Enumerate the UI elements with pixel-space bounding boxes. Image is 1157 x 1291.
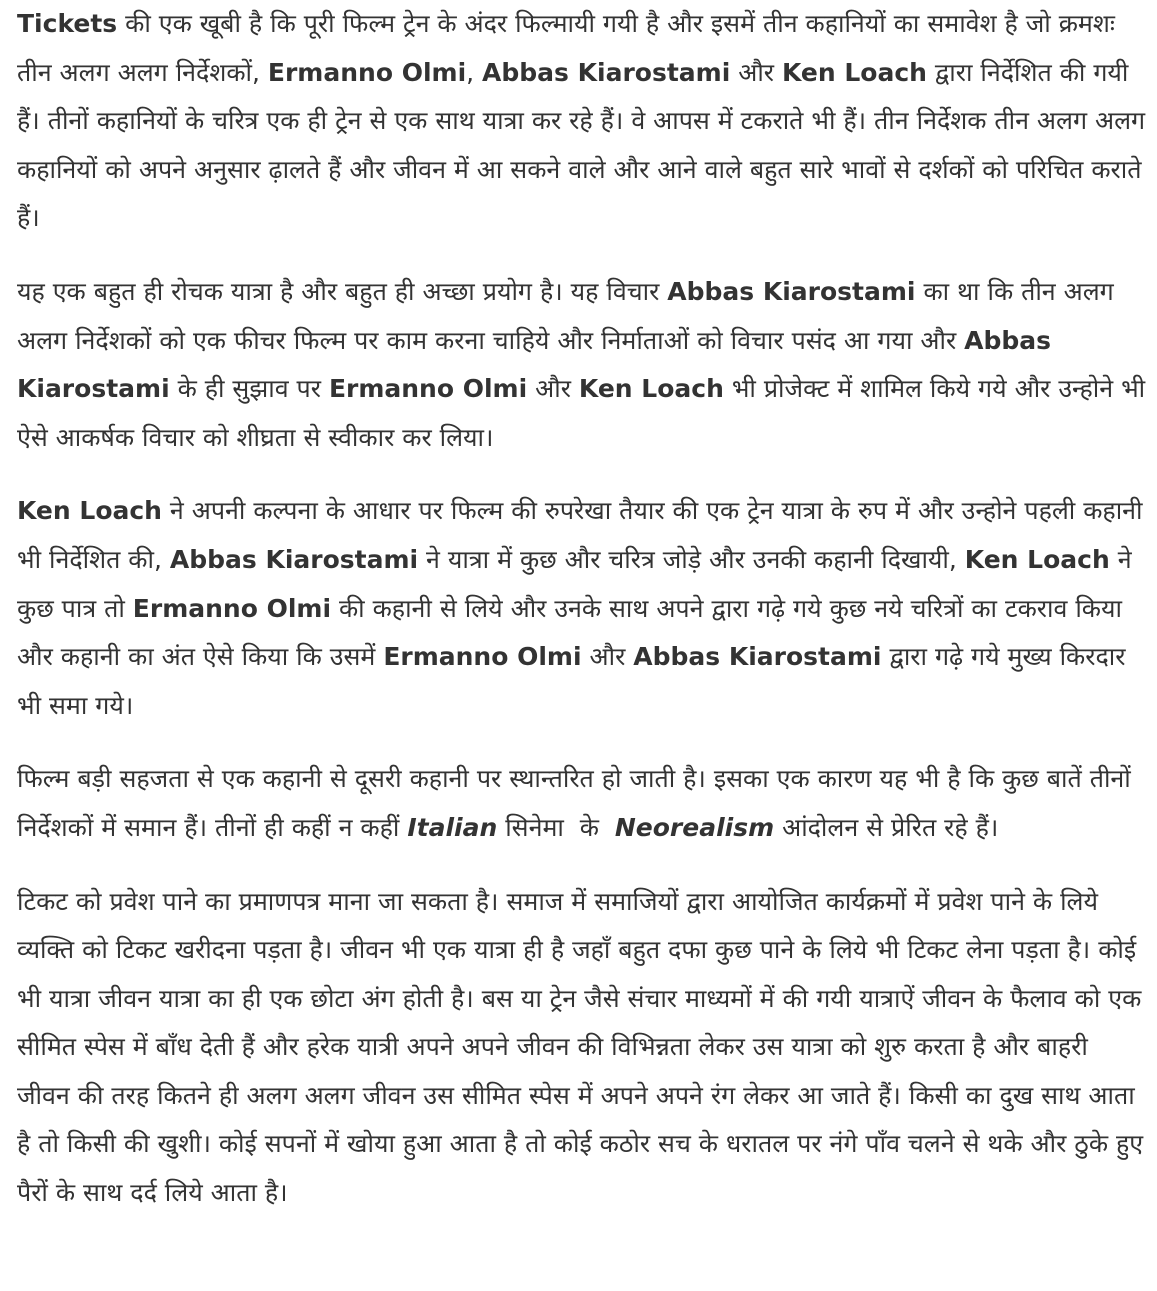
text-segment: ने यात्रा में कुछ और चरित्र जोड़े और उनकी कहानी दिखायी, (418, 544, 965, 574)
text-segment: और (581, 642, 634, 672)
director-name-abbas-kiarostami: Abbas Kiarostami (633, 642, 882, 672)
text-segment: के ही सुझाव पर (169, 374, 329, 404)
text-segment: की कहानी से लिये और उनके साथ अपने द्वारा गढ़े गये कुछ नये चरित्रों का टकराव किया और कहानी का अंत ऐसे किया कि उसमें (17, 593, 1122, 672)
paragraph-ticket-metaphor (17, 878, 1147, 1218)
text-segment: ने कुछ पात्र तो (17, 544, 1132, 623)
director-name-ken-loach: Ken Loach (17, 496, 162, 526)
text-segment: , (466, 57, 483, 87)
director-name-ermanno-olmi: Ermanno Olmi (328, 374, 528, 404)
term-neorealism: Neorealism (614, 812, 775, 842)
paragraph-tickets-intro (17, 0, 1147, 243)
text-segment: भी प्रोजेक्ट में शामिल किये गये और उन्होने भी ऐसे आकर्षक विचार को शीघ्रता से स्वीकार कर लिया। (17, 374, 1146, 452)
text-segment: फिल्म बड़ी सहजता से एक कहानी से दूसरी कहानी पर स्थान्तरित हो जाती है। इसका एक कारण यह भी है कि कुछ बातें तीनों निर्देशकों में समान हैं। तीनों ही कहीं न कहीं (17, 764, 1131, 842)
director-name-abbas-kiarostami: Abbas Kiarostami (17, 325, 1052, 404)
text-segment: यह एक बहुत ही रोचक यात्रा है और बहुत ही अच्छा प्रयोग है। यह विचार (17, 276, 668, 306)
paragraph-story-structure (17, 487, 1147, 730)
text-segment: द्वारा गढ़े गये मुख्य किरदार भी समा गये। (17, 642, 1126, 720)
director-name-ermanno-olmi: Ermanno Olmi (132, 593, 332, 623)
director-name-ken-loach: Ken Loach (964, 544, 1110, 574)
text-segment: सिनेमा के (497, 812, 615, 842)
text-segment: और (730, 57, 782, 87)
text-segment: और (527, 374, 579, 404)
director-name-ken-loach: Ken Loach (578, 374, 724, 404)
text-segment: द्वारा निर्देशित की गयी हैं। तीनों कहानियों के चरित्र एक ही ट्रेन से एक साथ यात्रा कर रहे हैं। वे आपस में टकराते भी हैं। तीन निर्देशक तीन अलग अलग कहानियों को अपने अनुसार ढ़ालते हैं और जीवन में आ सकने वाले और आने वाले बहुत सारे भावों से दर्शकों को परिचित कराते हैं। (17, 57, 1146, 233)
text-segment: ने अपनी कल्पना के आधार पर फिल्म की रुपरेखा तैयार की एक ट्रेन यात्रा के रुप में और उन्होने पहली कहानी भी निर्देशित की, (17, 496, 1143, 574)
director-name-abbas-kiarostami: Abbas Kiarostami (482, 57, 731, 87)
director-name-abbas-kiarostami: Abbas Kiarostami (169, 544, 419, 574)
text-segment: आंदोलन से प्रेरित रहे हैं। (774, 812, 999, 842)
text-segment: की एक खूबी है कि पूरी फिल्म ट्रेन के अंदर फिल्मायी गयी है और इसमें तीन कहानियों का समावेश है जो क्रमशः तीन अलग अलग निर्देशकों, (17, 9, 1115, 87)
director-name-ermanno-olmi: Ermanno Olmi (267, 57, 467, 87)
film-title-tickets: Tickets (17, 9, 118, 38)
paragraph-neorealism (17, 755, 1147, 852)
director-name-ermanno-olmi: Ermanno Olmi (383, 642, 582, 672)
director-name-abbas-kiarostami: Abbas Kiarostami (667, 276, 916, 306)
director-name-ken-loach: Ken Loach (781, 57, 927, 87)
paragraph-project-idea (17, 268, 1147, 462)
term-italian: Italian (407, 812, 498, 842)
text-segment: का था कि तीन अलग अलग निर्देशकों को एक फीचर फिल्म पर काम करना चाहिये और निर्माताओं को विचार पसंद आ गया और (17, 276, 1114, 355)
text-segment: टिकट को प्रवेश पाने का प्रमाणपत्र माना जा सकता है। समाज में समाजियों द्वारा आयोजित कार्यक्रमों में प्रवेश पाने के लिये व्यक्ति को टिकट खरीदना पड़ता है। जीवन भी एक यात्रा ही है जहाँ बहुत दफा कुछ पाने के लिये भी टिकट लेना पड़ता है। कोई भी यात्रा जीवन यात्रा का ही एक छोटा अंग होती है। बस या ट्रेन जैसे संचार माध्यमों में की गयी यात्राऐं जीवन के फैलाव को एक सीमित स्पेस में बाँध देती हैं और हरेक यात्री अपने अपने जीवन की विभिन्नता लेकर उस यात्रा को शुरु करता है और बाहरी जीवन की तरह कितने ही अलग अलग जीवन उस सीमित स्पेस में अपने अपने रंग लेकर आ जाते हैं। किसी का दुख साथ आता है तो किसी की खुशी। कोई सपनों में खोया हुआ आता है तो कोई कठोर सच के धरातल पर नंगे पाँव चलने से थके और ठुके हुए पैरों के साथ दर्द लिये आता है। (17, 886, 1144, 1208)
